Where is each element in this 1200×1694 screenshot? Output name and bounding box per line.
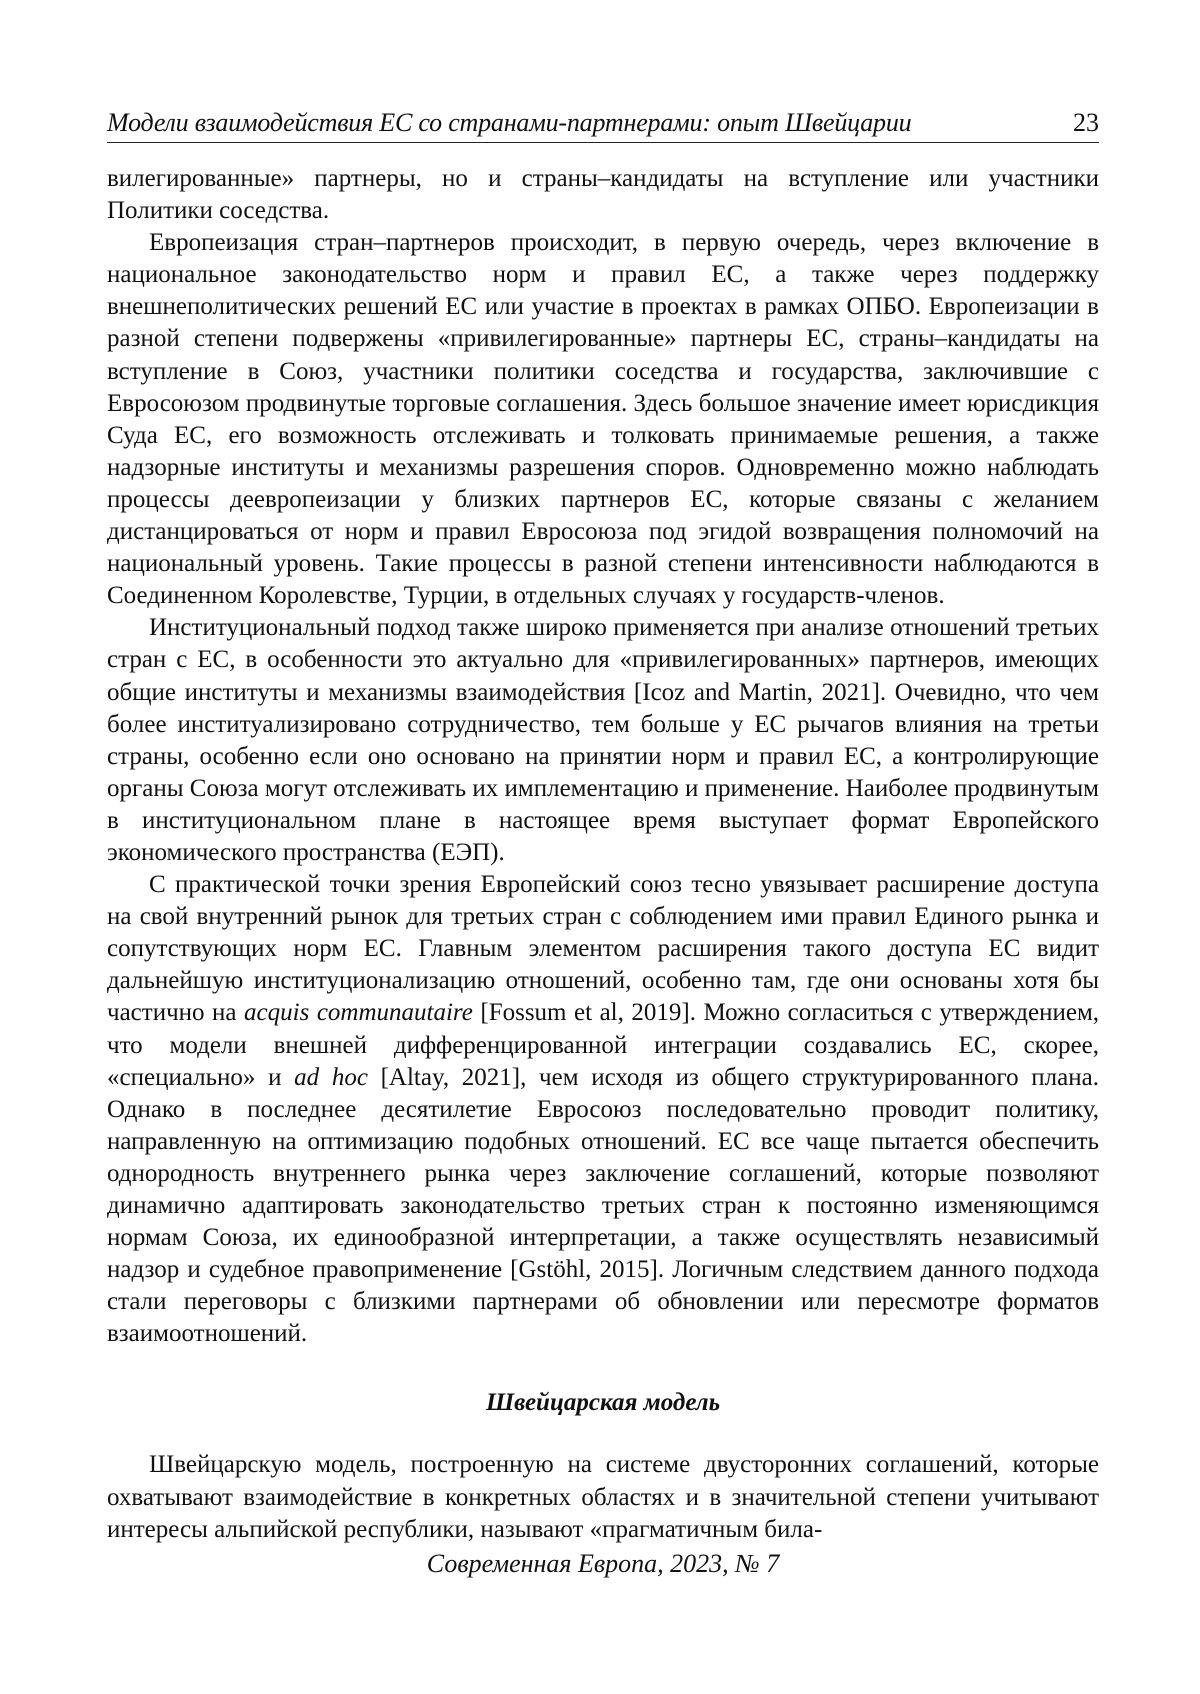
section-heading: Швейцарская модель: [485, 1389, 721, 1417]
paragraph-institutional-approach: Институциональный подход также широко применяется при анализе отношений третьих стран с ЕС, в особенности это актуально для «привилегированных» партнеров, имеющих общие институты и механизмы взаимодействия [Icoz and Martin, 2021]. Очевидно, что чем более институализировано сотрудничество, тем больше у ЕС рычагов влияния на третьи страны, особенно если оно основано на принятии норм и правил ЕС, а контролирующие органы Союза могут отслеживать их имплементацию и применение. Наиболее продвинутым в институциональном плане в настоящее время выступает формат Европейского экономического пространства (ЕЭП).: [107, 614, 1099, 866]
paragraph-europeanization: Европеизация стран–партнеров происходит, в первую очередь, через включение в национальное законодательство норм и правил ЕС, а также через поддержку внешнеполитических решений ЕС или участие в проектах в рамках ОПБО. Европеизации в разной степени подвержены «привилегированные» партнеры ЕС, страны–кандидаты на вступление в Союз, участники политики соседства и государства, заключившие с Евросоюзом продвинутые торговые соглашения. Здесь большое значение имеет юрисдикция Суда ЕС, его возможность отслеживать и толковать принимаемые решения, а также надзорные институты и механизмы разрешения споров. Одновременно можно наблюдать процессы деевропеизации у близких партнеров ЕС, которые связаны с желанием дистанцироваться от норм и правил Евросоюза под эгидой возвращения полномочий на национальный уровень. Такие процессы в разной степени интенсивности наблюдаются в Соединенном Королевстве, Турции, в отдельных случаях у государств-членов.: [107, 229, 1099, 610]
paragraph-practical-view: [107, 869, 1099, 1350]
paragraph-text: [Fossum et al, 2019]. Можно согласиться с утверждением, что модели внешней дифференцированной интеграции создавались ЕС, скорее, «специально» и: [107, 999, 1100, 1091]
page-number: 23: [1073, 108, 1099, 137]
italic-term-ad-hoc: ad hoc: [294, 1063, 368, 1091]
document-page: [107, 0, 1099, 1694]
paragraph-text: [Altay, 2021], чем исходя из общего структурированного плана. Однако в последнее десятилетие Евросоюз последовательно проводит политику, направленную на оптимизацию подобных отношений. ЕС все чаще пытается обеспечить однородность внутреннего рынка через заключение соглашений, которые позволяют динамично адаптировать законодательство третьих стран к постоянно изменяющимся нормам Союза, их единообразной интерпретации, а также осуществлять независимый надзор и судебное правоприменение [Gstöhl, 2015]. Логичным следствием данного подхода стали переговоры с близкими партнерами об обновлении или пересмотре форматов взаимоотношений.: [107, 1063, 1099, 1348]
article-body: [107, 163, 1099, 1546]
running-header: [107, 104, 1099, 143]
running-title: Модели взаимодействия ЕС со странами-партнерами: опыт Швейцарии: [107, 108, 912, 137]
journal-footer: Современная Европа, 2023, № 7: [426, 1549, 780, 1578]
paragraph-continuation: вилегированные» партнеры, но и страны–кандидаты на вступление или участники Политики соседства.: [107, 165, 1099, 225]
paragraph-swiss-model: Швейцарскую модель, построенную на системе двусторонних соглашений, которые охватывают взаимодействие в конкретных областях и в значительной степени учитывают интересы альпийской республики, называют «прагматичным била-: [107, 1451, 1099, 1543]
paragraph-text: С практической точки зрения Европейский союз тесно увязывает расширение доступа на свой внутренний рынок для третьих стран с соблюдением ими правил Единого рынка и сопутствующих норм ЕС. Главным элементом расширения такого доступа ЕС видит дальнейшую институционализацию отношений, особенно там, где они основаны хотя бы частично на: [107, 871, 1099, 1027]
italic-term-acquis: acquis communautaire: [244, 999, 473, 1027]
